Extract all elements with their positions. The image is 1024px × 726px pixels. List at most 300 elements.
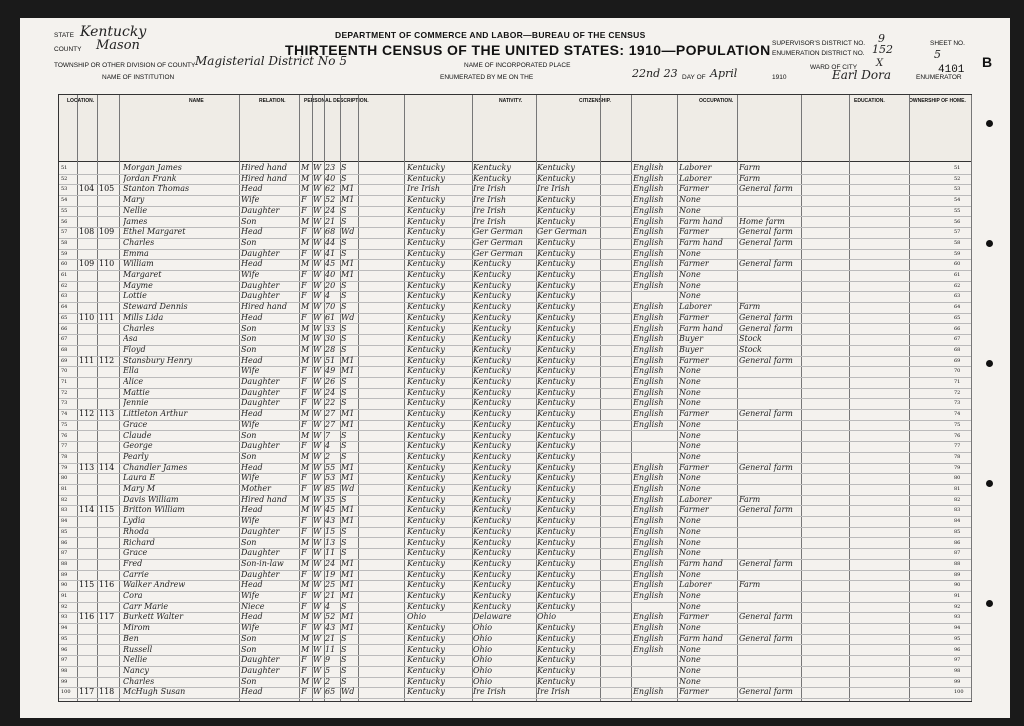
- cell-father: Ire Irish: [473, 195, 507, 205]
- cell-age: 4: [325, 291, 331, 301]
- ward-value: X: [876, 58, 884, 69]
- cell-relation: Son: [241, 237, 257, 247]
- cell-lang: English: [633, 302, 664, 312]
- cell-family: 117: [99, 612, 115, 622]
- cell-family: 105: [99, 184, 115, 194]
- cell-age: 68: [325, 227, 336, 237]
- line-number-right: 62: [954, 282, 961, 289]
- cell-sex: M: [301, 676, 310, 686]
- cell-name: Burkett Walter: [123, 612, 184, 622]
- cell-sex: F: [301, 366, 307, 376]
- cell-industry: General farm: [739, 259, 793, 269]
- cell-lang: English: [633, 569, 664, 579]
- line-number-right: 83: [954, 507, 961, 514]
- line-number: 94: [61, 625, 68, 632]
- cell-age: 19: [325, 569, 336, 579]
- cell-age: 52: [325, 195, 336, 205]
- cell-mother: Kentucky: [537, 591, 575, 600]
- line-number-right: 90: [954, 582, 961, 589]
- line-number-right: 68: [954, 346, 961, 353]
- line-number: 53: [61, 186, 68, 193]
- cell-marital: S: [341, 676, 347, 686]
- cell-industry: General farm: [739, 227, 793, 237]
- cell-father: Kentucky: [473, 441, 511, 451]
- cell-age: 33: [325, 323, 336, 333]
- cell-mother: Kentucky: [537, 494, 575, 504]
- cell-mother: Kentucky: [537, 163, 575, 172]
- cell-relation: Son: [241, 323, 257, 333]
- table-row: [59, 687, 971, 699]
- cell-birth: Kentucky: [407, 387, 445, 397]
- cell-lang: English: [633, 409, 664, 419]
- cell-birth: Kentucky: [407, 484, 445, 493]
- cell-birth: Kentucky: [407, 462, 445, 472]
- line-number: 99: [61, 678, 68, 685]
- cell-race: W: [313, 419, 322, 429]
- line-number: 59: [61, 250, 68, 257]
- line-number-right: 72: [954, 389, 961, 396]
- cell-race: W: [313, 591, 322, 600]
- line-number: 79: [61, 464, 68, 471]
- cell-relation: Mother: [241, 484, 271, 493]
- cell-trade: None: [679, 366, 701, 376]
- cell-dwelling: 109: [79, 259, 95, 269]
- cell-marital: S: [341, 655, 347, 665]
- cell-age: 21: [325, 591, 336, 600]
- cell-race: W: [313, 655, 322, 665]
- cell-birth: Kentucky: [407, 195, 445, 205]
- cell-race: W: [313, 270, 322, 279]
- enumerator-label: ENUMERATOR: [916, 74, 962, 81]
- cell-mother: Kentucky: [537, 173, 575, 183]
- cell-lang: English: [633, 644, 664, 654]
- cell-age: 2: [325, 451, 331, 461]
- cell-marital: S: [341, 430, 347, 440]
- cell-birth: Kentucky: [407, 644, 445, 654]
- cell-relation: Daughter: [241, 248, 280, 258]
- cell-industry: Home farm: [739, 216, 785, 226]
- cell-sex: F: [301, 601, 307, 611]
- line-number: 67: [61, 336, 68, 343]
- cell-race: W: [313, 569, 322, 579]
- state-value: Kentucky: [80, 24, 147, 40]
- cell-name: Steward Dennis: [123, 302, 188, 312]
- cell-name: Cora: [123, 591, 143, 600]
- cell-father: Kentucky: [473, 355, 511, 365]
- cell-mother: Kentucky: [537, 644, 575, 654]
- cell-sex: F: [301, 195, 307, 205]
- line-number: 56: [61, 218, 68, 225]
- cell-age: 23: [325, 163, 336, 172]
- cell-dwelling: 113: [79, 462, 95, 472]
- cell-race: W: [313, 377, 322, 386]
- cell-trade: Farmer: [679, 409, 709, 419]
- cell-marital: S: [341, 344, 347, 354]
- line-number-right: 67: [954, 336, 961, 343]
- cell-race: W: [313, 580, 322, 590]
- cell-relation: Wife: [241, 623, 260, 633]
- cell-marital: S: [341, 302, 347, 312]
- cell-mother: Kentucky: [537, 516, 575, 526]
- line-number: 97: [61, 657, 68, 664]
- cell-birth: Kentucky: [407, 419, 445, 429]
- cell-lang: English: [633, 612, 664, 622]
- line-number: 86: [61, 539, 68, 546]
- cell-sex: F: [301, 473, 307, 483]
- cell-mother: Kentucky: [537, 655, 575, 665]
- cell-marital: M1: [341, 462, 355, 472]
- cell-trade: None: [679, 377, 701, 386]
- cell-birth: Kentucky: [407, 623, 445, 633]
- cell-age: 24: [325, 558, 336, 568]
- cell-relation: Daughter: [241, 377, 280, 386]
- cell-industry: General farm: [739, 409, 793, 419]
- cell-name: McHugh Susan: [123, 687, 186, 697]
- cell-birth: Kentucky: [407, 344, 445, 354]
- cell-name: Margaret: [123, 270, 162, 279]
- line-number: 88: [61, 560, 68, 567]
- cell-name: Littleton Arthur: [123, 409, 188, 419]
- line-number-right: 51: [954, 165, 961, 171]
- cell-race: W: [313, 526, 322, 536]
- cell-name: Davis William: [123, 494, 179, 504]
- cell-race: W: [313, 451, 322, 461]
- cell-birth: Kentucky: [407, 163, 445, 172]
- line-number: 70: [61, 368, 68, 375]
- cell-mother: Kentucky: [537, 633, 575, 643]
- cell-name: Stanton Thomas: [123, 184, 190, 194]
- cell-race: W: [313, 430, 322, 440]
- supervisor-label: SUPERVISOR'S DISTRICT NO.: [772, 40, 866, 47]
- line-number: 58: [61, 239, 68, 246]
- cell-name: Mirom: [123, 623, 150, 633]
- cell-birth: Kentucky: [407, 430, 445, 440]
- cell-trade: None: [679, 248, 701, 258]
- line-number: 80: [61, 475, 68, 482]
- line-number: 55: [61, 207, 68, 214]
- cell-relation: Daughter: [241, 387, 280, 397]
- cell-race: W: [313, 644, 322, 654]
- cell-relation: Wife: [241, 419, 260, 429]
- cell-trade: None: [679, 644, 701, 654]
- cell-name: Asa: [123, 334, 138, 344]
- line-number: 71: [61, 379, 68, 385]
- cell-dwelling: 112: [79, 409, 95, 419]
- cell-race: W: [313, 462, 322, 472]
- cell-industry: Farm: [739, 302, 761, 312]
- line-number: 92: [61, 603, 68, 610]
- cell-trade: Buyer: [679, 334, 704, 344]
- cell-relation: Wife: [241, 591, 260, 600]
- cell-father: Ohio: [473, 665, 493, 675]
- cell-marital: M1: [341, 516, 355, 526]
- line-number: 63: [61, 293, 68, 300]
- cell-sex: F: [301, 655, 307, 665]
- cell-relation: Wife: [241, 195, 260, 205]
- cell-name: Walker Andrew: [123, 580, 186, 590]
- cell-age: 20: [325, 280, 336, 290]
- cell-birth: Kentucky: [407, 676, 445, 686]
- line-number-right: 95: [954, 635, 961, 642]
- cell-race: W: [313, 248, 322, 258]
- cell-lang: English: [633, 633, 664, 643]
- census-title: THIRTEENTH CENSUS OF THE UNITED STATES: 1910—POPULATION: [285, 42, 771, 58]
- col-name: NAME: [189, 98, 204, 104]
- cell-lang: English: [633, 366, 664, 376]
- cell-trade: None: [679, 676, 701, 686]
- cell-trade: Farm hand: [679, 237, 723, 247]
- cell-name: Jennie: [123, 398, 149, 408]
- line-number: 84: [61, 518, 68, 525]
- cell-age: 30: [325, 334, 336, 344]
- cell-marital: M1: [341, 580, 355, 590]
- cell-father: Kentucky: [473, 377, 511, 386]
- cell-birth: Kentucky: [407, 580, 445, 590]
- col-citizenship: CITIZENSHIP.: [579, 98, 611, 104]
- cell-age: 62: [325, 184, 336, 194]
- cell-name: Mattie: [123, 387, 150, 397]
- cell-sex: F: [301, 280, 307, 290]
- line-number-right: 74: [954, 411, 961, 418]
- line-number-right: 66: [954, 325, 961, 332]
- line-number-right: 88: [954, 560, 961, 567]
- cell-race: W: [313, 184, 322, 194]
- line-number: 82: [61, 496, 68, 503]
- cell-family: 115: [99, 505, 115, 515]
- cell-birth: Kentucky: [407, 665, 445, 675]
- cell-age: 44: [325, 237, 336, 247]
- cell-sex: F: [301, 248, 307, 258]
- cell-name: Fred: [123, 558, 143, 568]
- cell-marital: M1: [341, 569, 355, 579]
- cell-mother: Kentucky: [537, 505, 575, 515]
- cell-marital: S: [341, 548, 347, 558]
- cell-trade: None: [679, 484, 701, 493]
- line-number-right: 63: [954, 293, 961, 300]
- line-number-right: 98: [954, 667, 961, 674]
- cell-relation: Hired hand: [241, 494, 287, 504]
- cell-sex: M: [301, 494, 310, 504]
- cell-marital: M1: [341, 505, 355, 515]
- cell-dwelling: 110: [79, 312, 95, 322]
- line-number-right: 54: [954, 197, 961, 204]
- cell-lang: English: [633, 216, 664, 226]
- cell-relation: Wife: [241, 366, 260, 376]
- cell-mother: Kentucky: [537, 484, 575, 493]
- cell-mother: Kentucky: [537, 419, 575, 429]
- cell-relation: Daughter: [241, 569, 280, 579]
- cell-mother: Kentucky: [537, 558, 575, 568]
- cell-father: Delaware: [473, 612, 512, 622]
- cell-marital: S: [341, 216, 347, 226]
- cell-name: Lottie: [123, 291, 147, 301]
- cell-race: W: [313, 355, 322, 365]
- cell-race: W: [313, 558, 322, 568]
- cell-age: 53: [325, 473, 336, 483]
- line-number: 83: [61, 507, 68, 514]
- cell-trade: Farmer: [679, 687, 709, 697]
- cell-sex: F: [301, 227, 307, 237]
- cell-trade: None: [679, 387, 701, 397]
- cell-lang: English: [633, 248, 664, 258]
- cell-marital: S: [341, 334, 347, 344]
- line-number: 68: [61, 346, 68, 353]
- cell-family: 114: [99, 462, 115, 472]
- cell-family: 116: [99, 580, 115, 590]
- cell-mother: Ire Irish: [537, 184, 571, 194]
- cell-lang: English: [633, 312, 664, 322]
- cell-mother: Kentucky: [537, 323, 575, 333]
- cell-sex: F: [301, 377, 307, 386]
- cell-relation: Head: [241, 259, 263, 269]
- cell-age: 2: [325, 676, 331, 686]
- line-number: 54: [61, 197, 68, 204]
- cell-father: Ger German: [473, 248, 523, 258]
- cell-industry: General farm: [739, 612, 793, 622]
- cell-marital: M1: [341, 195, 355, 205]
- line-number: 64: [61, 304, 68, 311]
- cell-birth: Kentucky: [407, 569, 445, 579]
- cell-relation: Head: [241, 462, 263, 472]
- cell-lang: English: [633, 558, 664, 568]
- cell-lang: English: [633, 398, 664, 408]
- cell-marital: M1: [341, 366, 355, 376]
- cell-age: 45: [325, 259, 336, 269]
- cell-dwelling: 115: [79, 580, 95, 590]
- stamp-number: 4101: [938, 64, 965, 76]
- cell-age: 27: [325, 409, 336, 419]
- cell-father: Kentucky: [473, 516, 511, 526]
- cell-lang: English: [633, 387, 664, 397]
- cell-mother: Kentucky: [537, 387, 575, 397]
- cell-family: 109: [99, 227, 115, 237]
- cell-father: Ire Irish: [473, 184, 507, 194]
- cell-lang: English: [633, 526, 664, 536]
- cell-father: Kentucky: [473, 163, 511, 172]
- cell-birth: Kentucky: [407, 205, 445, 215]
- line-number: 89: [61, 571, 68, 578]
- cell-trade: Laborer: [679, 163, 712, 172]
- line-number: 81: [61, 486, 68, 492]
- cell-lang: English: [633, 591, 664, 600]
- cell-trade: Farmer: [679, 505, 709, 515]
- line-number: 91: [61, 593, 68, 599]
- cell-trade: None: [679, 280, 701, 290]
- line-number: 65: [61, 314, 68, 321]
- cell-name: George: [123, 441, 153, 451]
- ward-label: WARD OF CITY: [810, 64, 858, 71]
- cell-name: James: [123, 216, 148, 226]
- cell-race: W: [313, 163, 322, 172]
- cell-industry: General farm: [739, 687, 793, 697]
- line-number-right: 75: [954, 421, 961, 428]
- cell-birth: Kentucky: [407, 505, 445, 515]
- cell-name: Charles: [123, 676, 155, 686]
- cell-sex: M: [301, 237, 310, 247]
- cell-lang: English: [633, 344, 664, 354]
- cell-sex: M: [301, 334, 310, 344]
- cell-trade: Farmer: [679, 184, 709, 194]
- line-number: 98: [61, 667, 68, 674]
- cell-relation: Daughter: [241, 665, 280, 675]
- cell-father: Ohio: [473, 623, 493, 633]
- cell-name: Russell: [123, 644, 153, 654]
- cell-birth: Kentucky: [407, 494, 445, 504]
- line-number-right: 93: [954, 614, 961, 621]
- cell-race: W: [313, 259, 322, 269]
- cell-sex: F: [301, 623, 307, 633]
- line-number-right: 99: [954, 678, 961, 685]
- cell-age: 27: [325, 419, 336, 429]
- punch-hole: [986, 240, 993, 247]
- line-number: 87: [61, 550, 68, 557]
- cell-industry: General farm: [739, 237, 793, 247]
- cell-trade: Farmer: [679, 227, 709, 237]
- cell-father: Kentucky: [473, 270, 511, 279]
- cell-age: 11: [325, 644, 336, 654]
- year-value: 1910: [772, 74, 787, 81]
- cell-birth: Kentucky: [407, 216, 445, 226]
- cell-lang: English: [633, 270, 664, 279]
- cell-relation: Daughter: [241, 280, 280, 290]
- enumerated-day: 22nd 23: [632, 67, 678, 80]
- cell-trade: None: [679, 195, 701, 205]
- cell-name: Ethel Margaret: [123, 227, 186, 237]
- line-number-right: 97: [954, 657, 961, 664]
- cell-mother: Ohio: [537, 612, 557, 622]
- line-number: 72: [61, 389, 68, 396]
- cell-marital: M1: [341, 612, 355, 622]
- cell-relation: Daughter: [241, 291, 280, 301]
- col-occupation: OCCUPATION.: [699, 98, 734, 104]
- cell-name: Nancy: [123, 665, 149, 675]
- cell-race: W: [313, 216, 322, 226]
- cell-age: 24: [325, 205, 336, 215]
- cell-mother: Kentucky: [537, 569, 575, 579]
- cell-race: W: [313, 505, 322, 515]
- cell-father: Ohio: [473, 633, 493, 643]
- cell-sex: M: [301, 216, 310, 226]
- cell-name: Morgan James: [123, 163, 182, 172]
- cell-industry: Farm: [739, 580, 761, 590]
- enumerator-name: Earl Dora: [832, 68, 892, 82]
- cell-sex: F: [301, 387, 307, 397]
- cell-mother: Kentucky: [537, 355, 575, 365]
- line-number-right: 64: [954, 304, 961, 311]
- cell-trade: Laborer: [679, 580, 712, 590]
- cell-father: Kentucky: [473, 601, 511, 611]
- cell-relation: Son: [241, 334, 257, 344]
- cell-birth: Kentucky: [407, 473, 445, 483]
- cell-trade: Farm hand: [679, 633, 723, 643]
- cell-age: 49: [325, 366, 336, 376]
- line-number-right: 60: [954, 261, 961, 268]
- cell-mother: Kentucky: [537, 312, 575, 322]
- cell-trade: Farmer: [679, 259, 709, 269]
- cell-father: Ohio: [473, 676, 493, 686]
- cell-marital: S: [341, 398, 347, 408]
- line-number: 69: [61, 357, 68, 364]
- cell-race: W: [313, 302, 322, 312]
- cell-race: W: [313, 537, 322, 547]
- cell-relation: Head: [241, 355, 263, 365]
- cell-father: Kentucky: [473, 344, 511, 354]
- cell-marital: S: [341, 205, 347, 215]
- cell-marital: S: [341, 633, 347, 643]
- cell-lang: English: [633, 419, 664, 429]
- cell-lang: English: [633, 516, 664, 526]
- cell-trade: Farmer: [679, 355, 709, 365]
